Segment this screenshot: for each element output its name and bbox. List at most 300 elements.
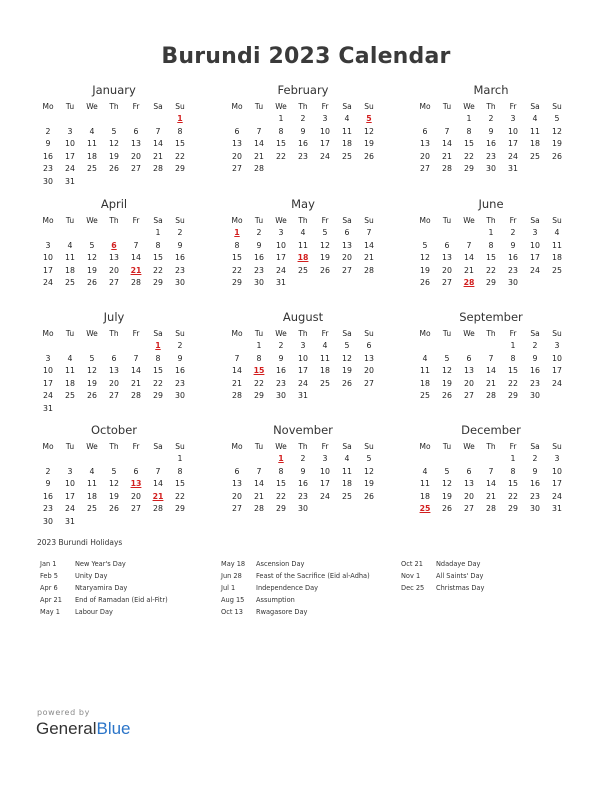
weekday-label: We [86,216,98,225]
day-cell: 14 [131,253,141,262]
empty-day-cell [125,453,147,466]
day-cell: 30 [43,176,53,186]
weekday-label: Sa [153,102,163,111]
day-cell: 17 [65,151,75,161]
day-cell: 5 [322,228,328,237]
weekday-label: Tu [442,102,452,111]
day-cell: 5 [444,466,450,476]
day-cell: 20 [342,253,352,262]
weekday-label: Fr [321,329,329,338]
day-cell: 27 [109,391,119,400]
day-cell: 7 [488,353,494,363]
day-cell: 19 [420,265,430,275]
month-june [414,196,568,290]
empty-day-cell [59,113,81,126]
day-cell: 18 [320,366,330,375]
day-cell: 22 [175,491,185,501]
day-cell: 25 [342,151,352,161]
empty-day-cell [458,453,480,466]
empty-day-cell [103,227,125,240]
empty-day-cell [59,227,81,240]
holiday-name: Feast of the Sacrifice (Eid al-Adha) [256,572,370,581]
day-cell: 20 [109,265,119,275]
weekday-label: Mo [231,102,243,111]
day-cell: 23 [254,265,264,275]
empty-day-cell [81,340,103,353]
day-cell: 27 [464,391,474,400]
weekday-label: Fr [509,329,517,338]
day-cell: 1 [256,341,262,350]
weekday-label: Mo [42,442,54,451]
empty-day-cell [125,340,147,353]
weekday-label: Th [109,442,119,451]
day-cell: 2 [300,114,306,123]
day-cell: 23 [508,265,518,275]
day-cell: 3 [510,114,516,123]
day-cell: 26 [109,164,119,173]
day-cell: 19 [364,139,374,148]
day-cell: 10 [552,466,562,476]
holiday-row [40,570,168,582]
month-name: July [103,310,125,324]
day-cell: 17 [320,479,330,488]
day-cell: 15 [153,366,163,375]
day-cell: 25 [87,164,97,173]
day-cell: 29 [508,391,518,400]
day-cell: 20 [131,151,141,161]
day-cell: 24 [65,504,75,513]
day-cell: 10 [43,366,53,375]
holiday-row [40,606,168,618]
day-cell: 12 [109,479,119,488]
day-cell: 2 [532,341,538,350]
day-cell: 30 [254,278,264,287]
day-cell: 18 [65,378,75,388]
day-cell: 6 [444,240,450,250]
day-cell: 28 [364,265,374,275]
day-cell: 5 [344,341,350,350]
day-cell: 17 [43,378,53,388]
day-cell: 31 [508,164,518,173]
holiday-name: Christmas Day [436,584,485,593]
day-cell: 4 [554,228,560,237]
day-cell: 19 [552,139,562,148]
day-cell: 25 [320,378,330,388]
day-cell: 29 [254,391,264,400]
page-title: Burundi 2023 Calendar [161,44,451,69]
day-cell: 16 [175,366,185,375]
day-cell: 2 [278,341,284,350]
weekday-label: Th [298,102,308,111]
empty-day-cell [480,453,502,466]
day-cell: 21 [232,378,242,388]
day-cell: 26 [342,378,352,388]
day-cell: 18 [342,479,352,488]
day-cell: 9 [532,353,538,363]
holiday-date: Feb 5 [40,572,58,581]
weekday-label: We [86,102,98,111]
day-cell: 10 [508,126,518,136]
day-cell: 7 [133,240,139,250]
weekday-label: Th [109,329,119,338]
day-cell: 28 [442,164,452,173]
day-cell: 24 [320,491,330,501]
holiday-row [221,570,370,582]
day-cell: 30 [486,164,496,173]
day-cell: 10 [65,479,75,488]
day-cell: 13 [109,366,119,375]
holiday-column [221,558,370,618]
empty-day-cell [37,113,59,126]
day-cell: 27 [442,278,452,287]
month-name: June [478,197,504,211]
month-name: December [461,423,521,437]
day-cell: 16 [175,253,185,262]
day-cell: 1 [177,454,183,463]
day-cell: 30 [530,391,540,400]
day-cell: 14 [232,366,242,375]
day-cell: 5 [89,240,95,250]
empty-day-cell [81,113,103,126]
month-days-grid [226,214,380,290]
day-cell: 26 [442,391,452,400]
weekday-label: We [275,216,287,225]
weekday-label: Su [364,216,374,225]
month-days-grid [226,440,380,516]
day-cell: 20 [442,265,452,275]
day-cell: 2 [510,228,516,237]
holiday-day-cell: 13 [130,479,142,488]
weekday-label: Tu [65,329,75,338]
day-cell: 7 [366,228,372,237]
day-cell: 3 [554,341,560,350]
weekday-label: Fr [132,216,140,225]
weekday-label: Fr [132,442,140,451]
day-cell: 6 [133,466,139,476]
day-cell: 14 [153,139,163,148]
weekday-label: Su [552,102,562,111]
holiday-name: New Year's Day [75,560,126,568]
day-cell: 11 [87,139,97,148]
day-cell: 22 [153,265,163,275]
day-cell: 23 [175,265,185,275]
empty-day-cell [226,113,248,126]
holiday-date: Oct 21 [401,560,423,568]
day-cell: 15 [464,139,474,148]
weekday-label: We [463,102,475,111]
day-cell: 7 [256,126,262,136]
day-cell: 8 [510,466,516,476]
day-cell: 13 [364,353,374,363]
day-cell: 25 [87,504,97,513]
day-cell: 21 [131,378,141,388]
day-cell: 18 [552,253,562,262]
day-cell: 14 [254,479,264,488]
day-cell: 22 [232,265,242,275]
day-cell: 16 [530,479,540,488]
holiday-row [221,606,370,618]
generalblue-logo[interactable] [36,719,131,739]
day-cell: 10 [65,139,75,148]
day-cell: 6 [111,353,117,363]
day-cell: 16 [276,366,286,375]
weekday-label: Su [175,329,185,338]
weekday-label: Su [552,442,562,451]
day-cell: 17 [320,139,330,148]
day-cell: 13 [232,479,242,488]
day-cell: 23 [175,378,185,388]
day-cell: 7 [466,240,472,250]
holiday-name: Rwagasore Day [256,608,308,617]
weekday-label: Sa [530,102,540,111]
day-cell: 6 [466,353,472,363]
empty-day-cell [37,227,59,240]
day-cell: 31 [65,176,75,186]
holiday-row [221,594,370,606]
day-cell: 23 [530,491,540,501]
weekday-label: Sa [530,442,540,451]
holiday-day-cell: 15 [253,366,265,375]
day-cell: 21 [486,491,496,501]
day-cell: 21 [364,253,374,262]
weekday-label: Su [552,216,562,225]
month-august [226,309,380,403]
day-cell: 8 [256,353,262,363]
day-cell: 16 [508,253,518,262]
weekday-label: Mo [419,329,431,338]
day-cell: 19 [442,491,452,501]
day-cell: 31 [65,516,75,526]
day-cell: 11 [420,479,430,488]
day-cell: 17 [552,479,562,488]
month-march [414,82,568,176]
holiday-name: Independence Day [256,584,319,593]
empty-day-cell [103,113,125,126]
empty-day-cell [436,453,458,466]
month-days-grid [37,100,191,188]
day-cell: 9 [510,240,516,250]
day-cell: 12 [420,253,430,262]
empty-day-cell [226,453,248,466]
day-cell: 25 [420,391,430,400]
day-cell: 4 [422,466,428,476]
day-cell: 14 [131,366,141,375]
day-cell: 13 [420,139,430,148]
month-name: August [282,310,324,324]
day-cell: 24 [276,265,286,275]
day-cell: 29 [232,278,242,287]
month-february [226,82,380,176]
day-cell: 24 [552,378,562,388]
day-cell: 8 [177,466,183,476]
day-cell: 28 [232,391,242,400]
day-cell: 12 [87,366,97,375]
day-cell: 8 [155,240,161,250]
weekday-label: Fr [509,216,517,225]
day-cell: 27 [232,504,242,513]
holiday-date: May 18 [221,560,246,568]
day-cell: 15 [153,253,163,262]
month-days-grid [414,440,568,516]
day-cell: 13 [109,253,119,262]
holiday-day-cell: 5 [366,114,372,123]
empty-day-cell [414,113,436,126]
day-cell: 11 [320,353,330,363]
empty-day-cell [59,453,81,466]
day-cell: 13 [232,139,242,148]
day-cell: 6 [234,466,240,476]
day-cell: 10 [530,240,540,250]
weekday-label: We [86,442,98,451]
empty-day-cell [103,340,125,353]
day-cell: 11 [65,253,75,262]
holiday-date: Jul 1 [221,584,236,593]
month-days-grid [226,100,380,176]
weekday-label: Th [486,329,496,338]
holiday-date: Aug 15 [221,596,245,605]
day-cell: 5 [444,353,450,363]
month-october [37,422,191,528]
weekday-label: Mo [42,102,54,111]
day-cell: 5 [366,454,372,463]
holiday-name: End of Ramadan (Eid al-Fitr) [75,596,168,605]
day-cell: 27 [109,278,119,287]
month-days-grid [37,214,191,290]
day-cell: 4 [422,353,428,363]
day-cell: 13 [464,366,474,375]
day-cell: 16 [254,253,264,262]
holiday-name: Ascension Day [256,560,305,568]
day-cell: 24 [43,278,53,287]
holiday-row [40,558,168,570]
day-cell: 26 [87,278,97,287]
month-days-grid [414,100,568,176]
day-cell: 28 [153,164,163,173]
day-cell: 3 [322,454,328,463]
day-cell: 15 [276,479,286,488]
day-cell: 15 [232,253,242,262]
day-cell: 2 [177,228,183,237]
weekday-label: Tu [254,442,264,451]
day-cell: 31 [552,504,562,513]
day-cell: 27 [131,164,141,173]
weekday-label: Tu [442,329,452,338]
day-cell: 5 [111,466,117,476]
holiday-row [401,570,484,582]
holiday-name: Ndadaye Day [436,560,481,568]
month-name: September [459,310,523,324]
empty-day-cell [436,113,458,126]
day-cell: 14 [364,240,374,250]
day-cell: 3 [554,454,560,463]
holiday-date: Apr 21 [40,596,62,605]
holiday-date: Jan 1 [40,560,57,568]
day-cell: 9 [532,466,538,476]
day-cell: 21 [486,378,496,388]
day-cell: 16 [530,366,540,375]
day-cell: 24 [65,164,75,173]
empty-day-cell [458,340,480,353]
weekday-label: Su [364,442,374,451]
empty-day-cell [414,340,436,353]
day-cell: 17 [276,253,286,262]
day-cell: 4 [67,353,73,363]
holiday-row [401,558,484,570]
day-cell: 12 [342,353,352,363]
day-cell: 17 [508,139,518,148]
day-cell: 28 [131,278,141,287]
day-cell: 1 [488,228,494,237]
day-cell: 18 [420,378,430,388]
holiday-name: Labour Day [75,608,113,617]
day-cell: 4 [344,454,350,463]
day-cell: 16 [298,139,308,148]
month-july [37,309,191,415]
day-cell: 3 [67,466,73,476]
day-cell: 17 [530,253,540,262]
day-cell: 18 [65,265,75,275]
holiday-row [40,582,168,594]
day-cell: 22 [175,151,185,161]
day-cell: 4 [300,228,306,237]
day-cell: 26 [87,391,97,400]
day-cell: 23 [530,378,540,388]
empty-day-cell [37,453,59,466]
holiday-day-cell: 21 [152,491,164,501]
day-cell: 27 [131,504,141,513]
weekday-label: Tu [254,329,264,338]
day-cell: 12 [552,126,562,136]
day-cell: 11 [420,366,430,375]
day-cell: 3 [300,341,306,350]
weekday-label: Sa [153,216,163,225]
holiday-day-cell: 1 [234,228,240,237]
day-cell: 15 [175,479,185,488]
weekday-label: We [463,216,475,225]
weekday-label: Th [109,216,119,225]
day-cell: 21 [442,151,452,161]
day-cell: 12 [364,466,374,476]
day-cell: 19 [109,491,119,501]
day-cell: 8 [234,240,240,250]
day-cell: 27 [232,164,242,173]
month-january [37,82,191,188]
day-cell: 8 [466,126,472,136]
holiday-row [221,558,370,570]
day-cell: 11 [342,126,352,136]
weekday-label: Su [364,329,374,338]
day-cell: 19 [342,366,352,375]
day-cell: 23 [298,151,308,161]
day-cell: 22 [276,151,286,161]
day-cell: 25 [65,391,75,400]
day-cell: 9 [488,126,494,136]
day-cell: 2 [300,454,306,463]
month-days-grid [414,327,568,403]
holiday-day-cell: 1 [155,341,161,350]
day-cell: 9 [278,353,284,363]
weekday-label: Sa [342,102,352,111]
day-cell: 7 [488,466,494,476]
holiday-date: Apr 6 [40,584,58,593]
holiday-row [221,582,370,594]
day-cell: 25 [530,151,540,161]
day-cell: 28 [131,391,141,400]
weekday-label: Sa [342,216,352,225]
day-cell: 14 [254,139,264,148]
day-cell: 22 [486,265,496,275]
weekday-label: Th [486,102,496,111]
